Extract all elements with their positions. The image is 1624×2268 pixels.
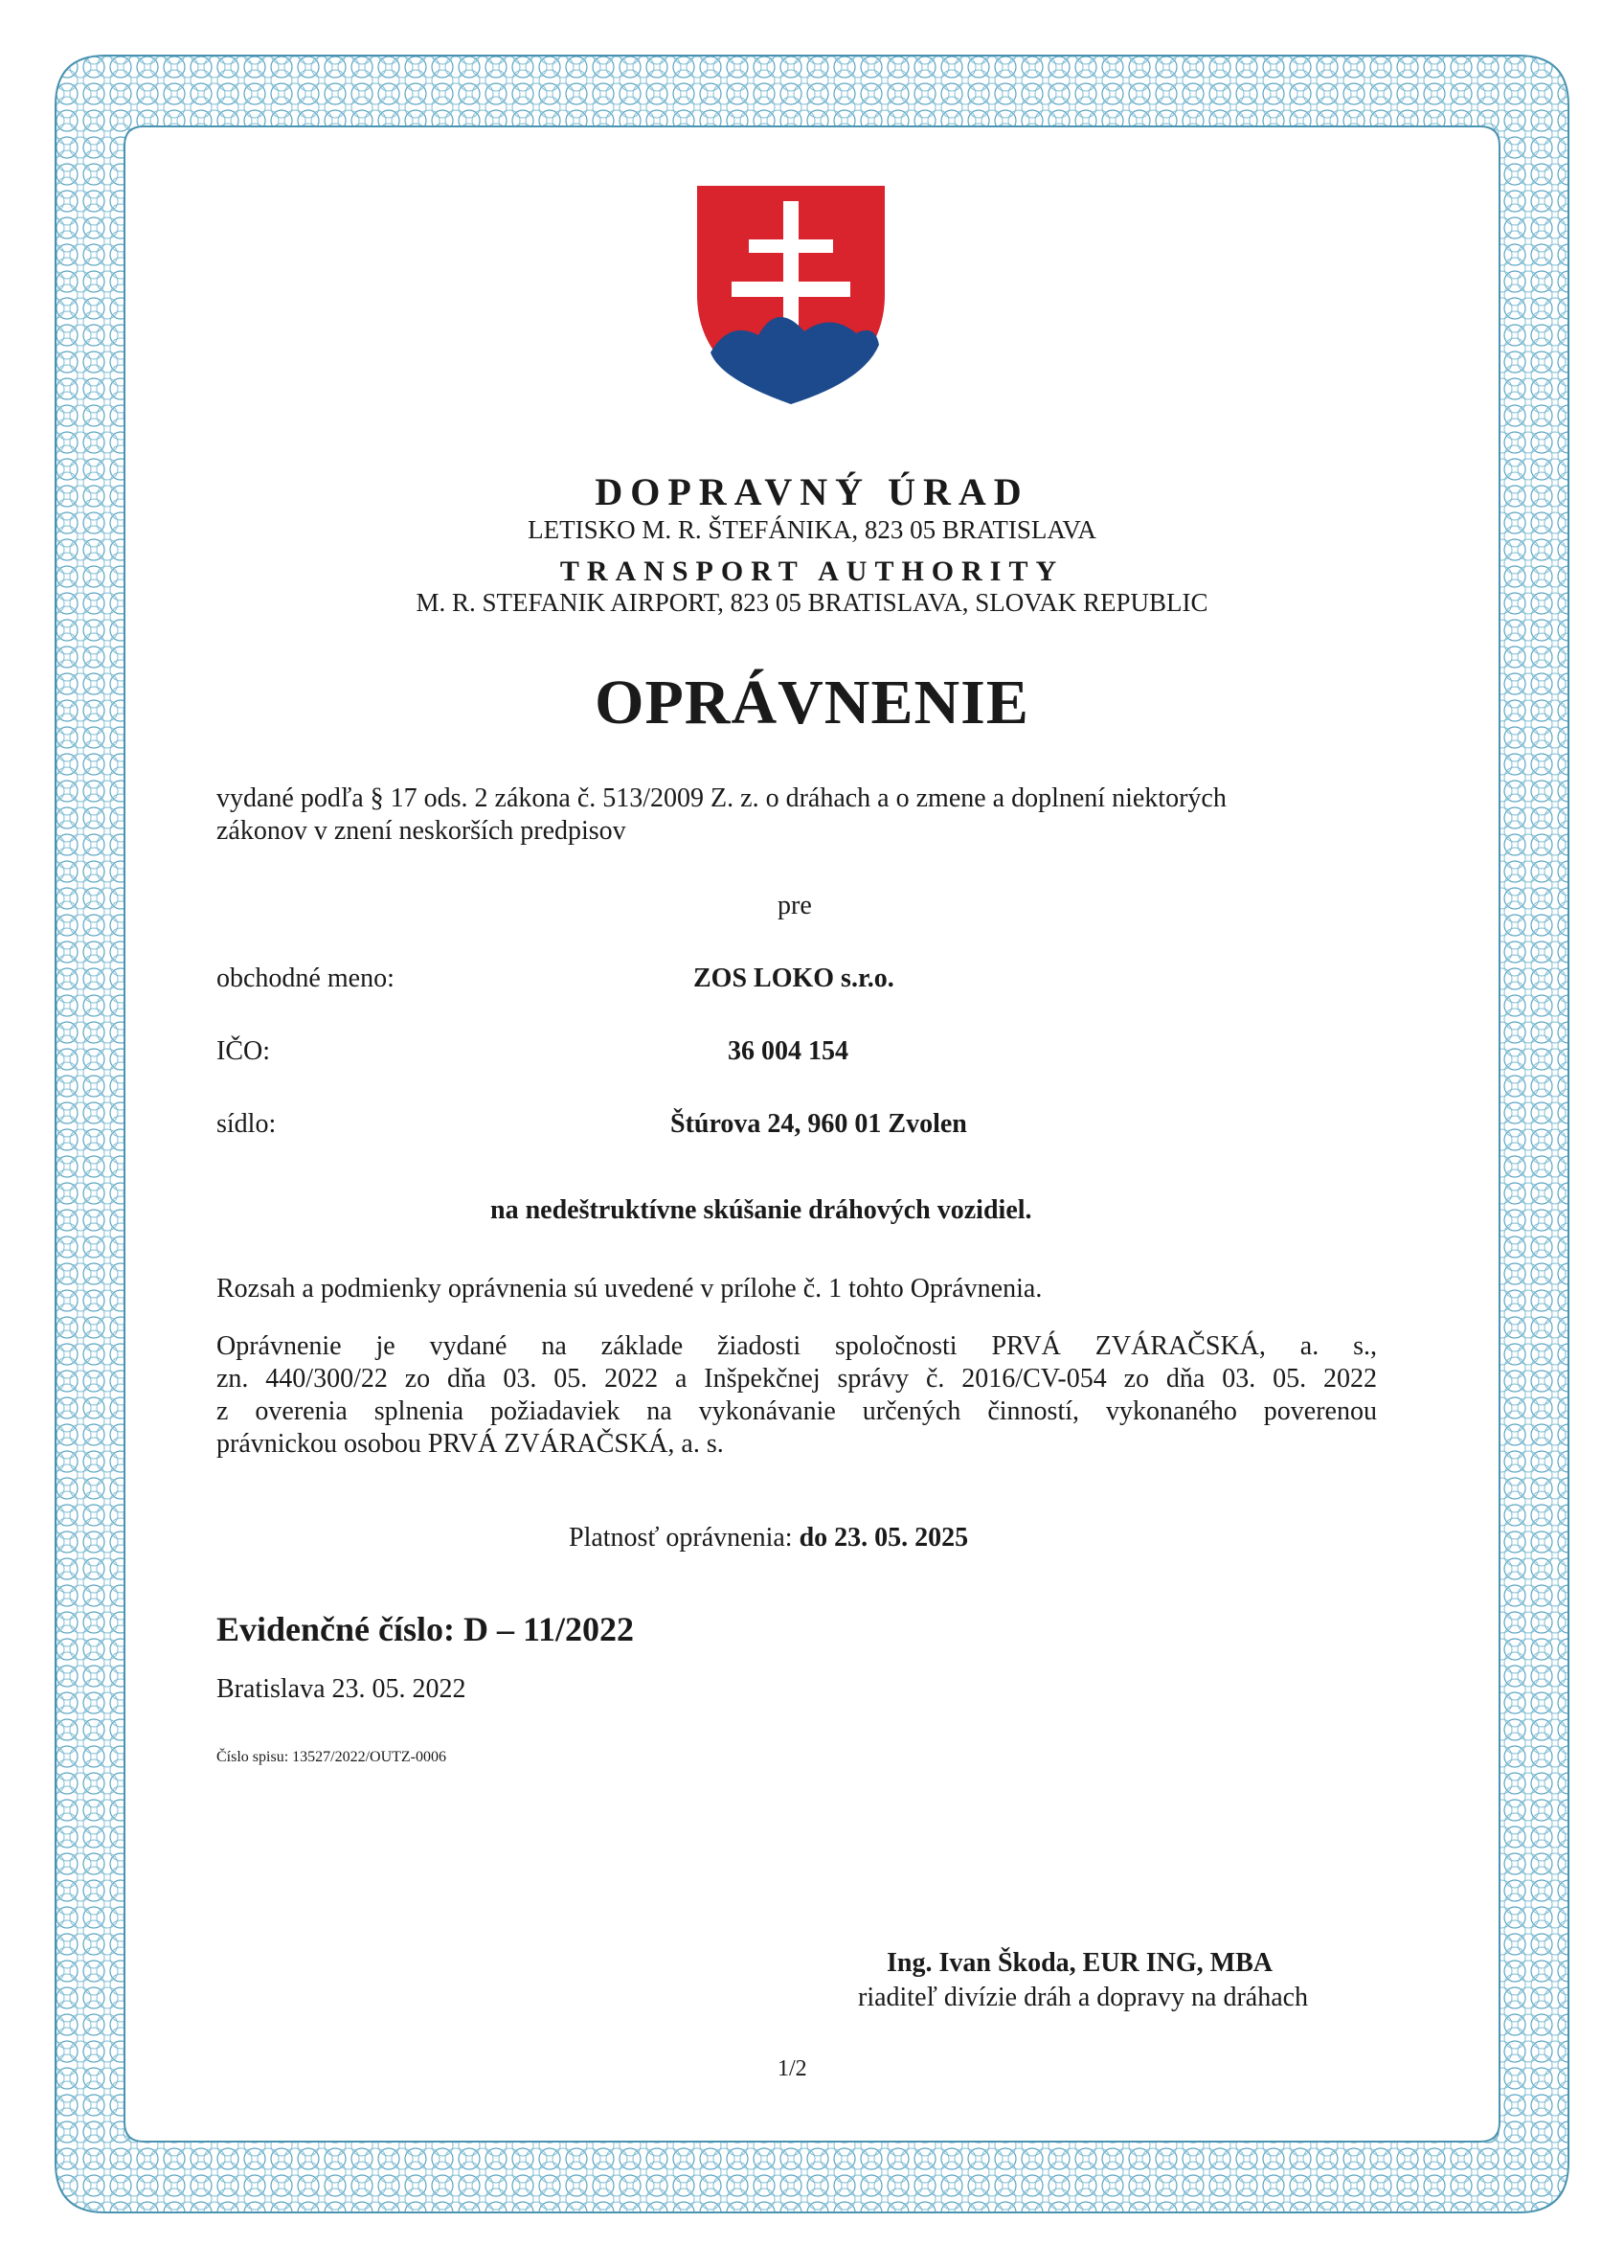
basis-line3: z overenia splnenia požiadaviek na vykonávanie určených činností, vykonaného poverenou <box>216 1396 1377 1426</box>
document-title: OPRÁVNENIE <box>595 668 1029 737</box>
seat-label: sídlo: <box>216 1109 277 1139</box>
company-value: ZOS LOKO s.r.o. <box>693 964 894 993</box>
basis-line4: právnickou osobou PRVÁ ZVÁRAČSKÁ, a. s. <box>216 1429 724 1459</box>
registration-number: Evidenčné číslo: D – 11/2022 <box>216 1610 635 1648</box>
org-address-sk: LETISKO M. R. ŠTEFÁNIKA, 823 05 BRATISLAVA <box>528 515 1096 544</box>
validity <box>569 1523 968 1554</box>
validity-label: Platnosť oprávnenia: <box>569 1523 793 1553</box>
place-date: Bratislava 23. 05. 2022 <box>216 1674 466 1704</box>
for-label: pre <box>778 891 812 920</box>
signatory-name: Ing. Ivan Škoda, EUR ING, MBA <box>887 1948 1273 1978</box>
purpose-text: na nedeštruktívne skúšanie dráhových vozidiel. <box>490 1195 1032 1225</box>
org-name-en: TRANSPORT AUTHORITY <box>559 556 1065 587</box>
ico-value: 36 004 154 <box>728 1036 848 1066</box>
signatory-role: riaditeľ divízie dráh a dopravy na dráhach <box>858 1983 1309 2012</box>
issued-under-line2: zákonov v znení neskorších predpisov <box>216 816 626 846</box>
slovak-coat-of-arms-icon <box>691 180 891 410</box>
ico-label: IČO: <box>216 1036 270 1066</box>
basis-line1: Oprávnenie je vydané na základe žiadosti spoločnosti PRVÁ ZVÁRAČSKÁ, a. s., <box>216 1331 1377 1361</box>
seat-value: Štúrova 24, 960 01 Zvolen <box>670 1109 967 1139</box>
file-number: Číslo spisu: 13527/2022/OUTZ-0006 <box>216 1749 447 1765</box>
basis-line2: zn. 440/300/22 zo dňa 03. 05. 2022 a Inšpekčnej správy č. 2016/CV-054 zo dňa 03. 05. 2022 <box>216 1364 1377 1394</box>
page-number: 1/2 <box>778 2056 807 2081</box>
validity-value: do 23. 05. 2025 <box>799 1523 969 1553</box>
scope-text: Rozsah a podmienky oprávnenia sú uvedené v prílohe č. 1 tohto Oprávnenia. <box>216 1274 1043 1304</box>
issued-under-line1: vydané podľa § 17 ods. 2 zákona č. 513/2009 Z. z. o dráhach a o zmene a doplnení niektorých <box>216 783 1227 813</box>
company-label: obchodné meno: <box>216 964 395 993</box>
org-address-en: M. R. STEFANIK AIRPORT, 823 05 BRATISLAVA, SLOVAK REPUBLIC <box>416 588 1208 617</box>
org-name-sk: DOPRAVNÝ ÚRAD <box>595 470 1029 513</box>
